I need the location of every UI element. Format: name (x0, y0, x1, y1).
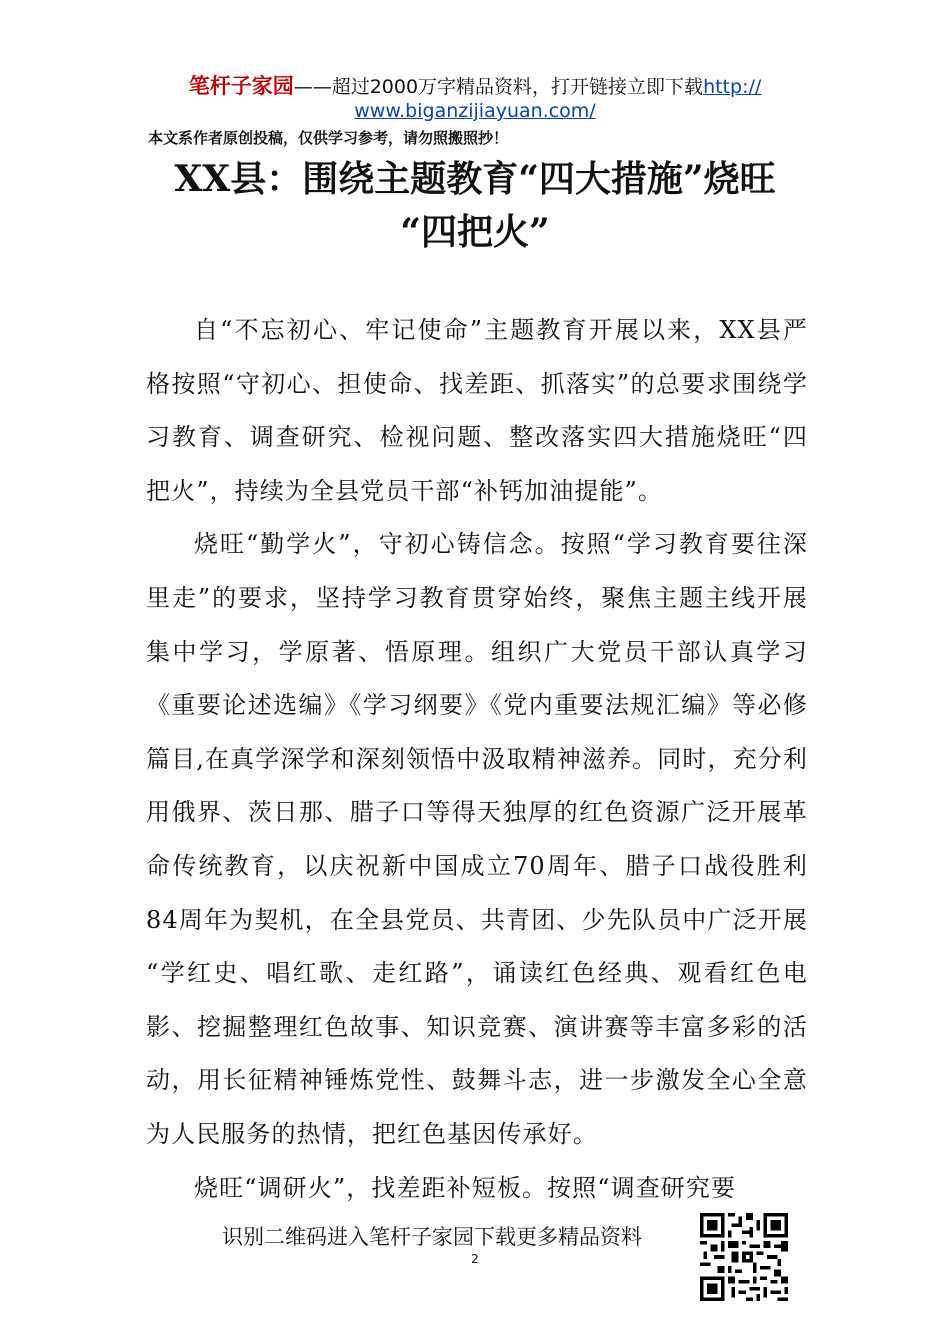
download-link-url[interactable]: www.biganzijiayuan.com/ (354, 100, 596, 122)
document-title-cont: “四把火” (400, 211, 550, 253)
qr-caption: 识别二维码进入笔杆子家园下载更多精品资料 (222, 1225, 642, 1249)
document-title: XX县：围绕主题教育“四大措施”烧旺 (174, 158, 776, 200)
paragraph: 自“不忘初心、牢记使命”主题教育开展以来，XX县严格按照“守初心、担使命、找差距、抓落实”的总要求围绕学习教育、调查研究、检视问题、整改落实四大措施烧旺“四把火”，持续为全县党员干部“补钙加油提能”。 (146, 316, 808, 505)
brand-name: 笔杆子家园 (188, 74, 294, 98)
promo-banner (0, 74, 950, 99)
document-body (146, 304, 808, 1215)
page-number: 2 (471, 1252, 479, 1266)
download-link[interactable]: http:// (703, 76, 762, 98)
paragraph: 烧旺“调研火”，找差距补短板。按照“调查研究要 (194, 1173, 737, 1202)
copyright-notice: 本文系作者原创投稿，仅供学习参考，请勿照搬照抄！ (148, 129, 509, 147)
promo-link-line (0, 99, 950, 123)
paragraph: 烧旺“勤学火”，守初心铸信念。按照“学习教育要往深里走”的要求，坚持学习教育贯穿始终，聚焦主题主线开展集中学习，学原著、悟原理。组织广大党员干部认真学习《重要论述选编》《学习纲要》《党内重要法规汇编》等必修篇目,在真学深学和深刻领悟中汲取精神滋养。同时，充分利用俄界、茨日那、腊子口等得天独厚的红色资源广泛开展革命传统教育，以庆祝新中国成立70周年、腊子口战役胜利84周年为契机，在全县党员、共青团、少先队员中广泛开展 “学红史、唱红歌、走红路”，诵读红色经典、观看红色电影、挖掘整理红色故事、知识竞赛、演讲赛等丰富多彩的活动，用长征精神锤炼党性、鼓舞斗志，进一步激发全心全意为人民服务的热情，把红色基因传承好。 (146, 530, 808, 1148)
promo-tagline: ——超过2000万字精品资料，打开链接立即下载 (293, 76, 704, 98)
qr-code-icon[interactable] (700, 1213, 788, 1301)
